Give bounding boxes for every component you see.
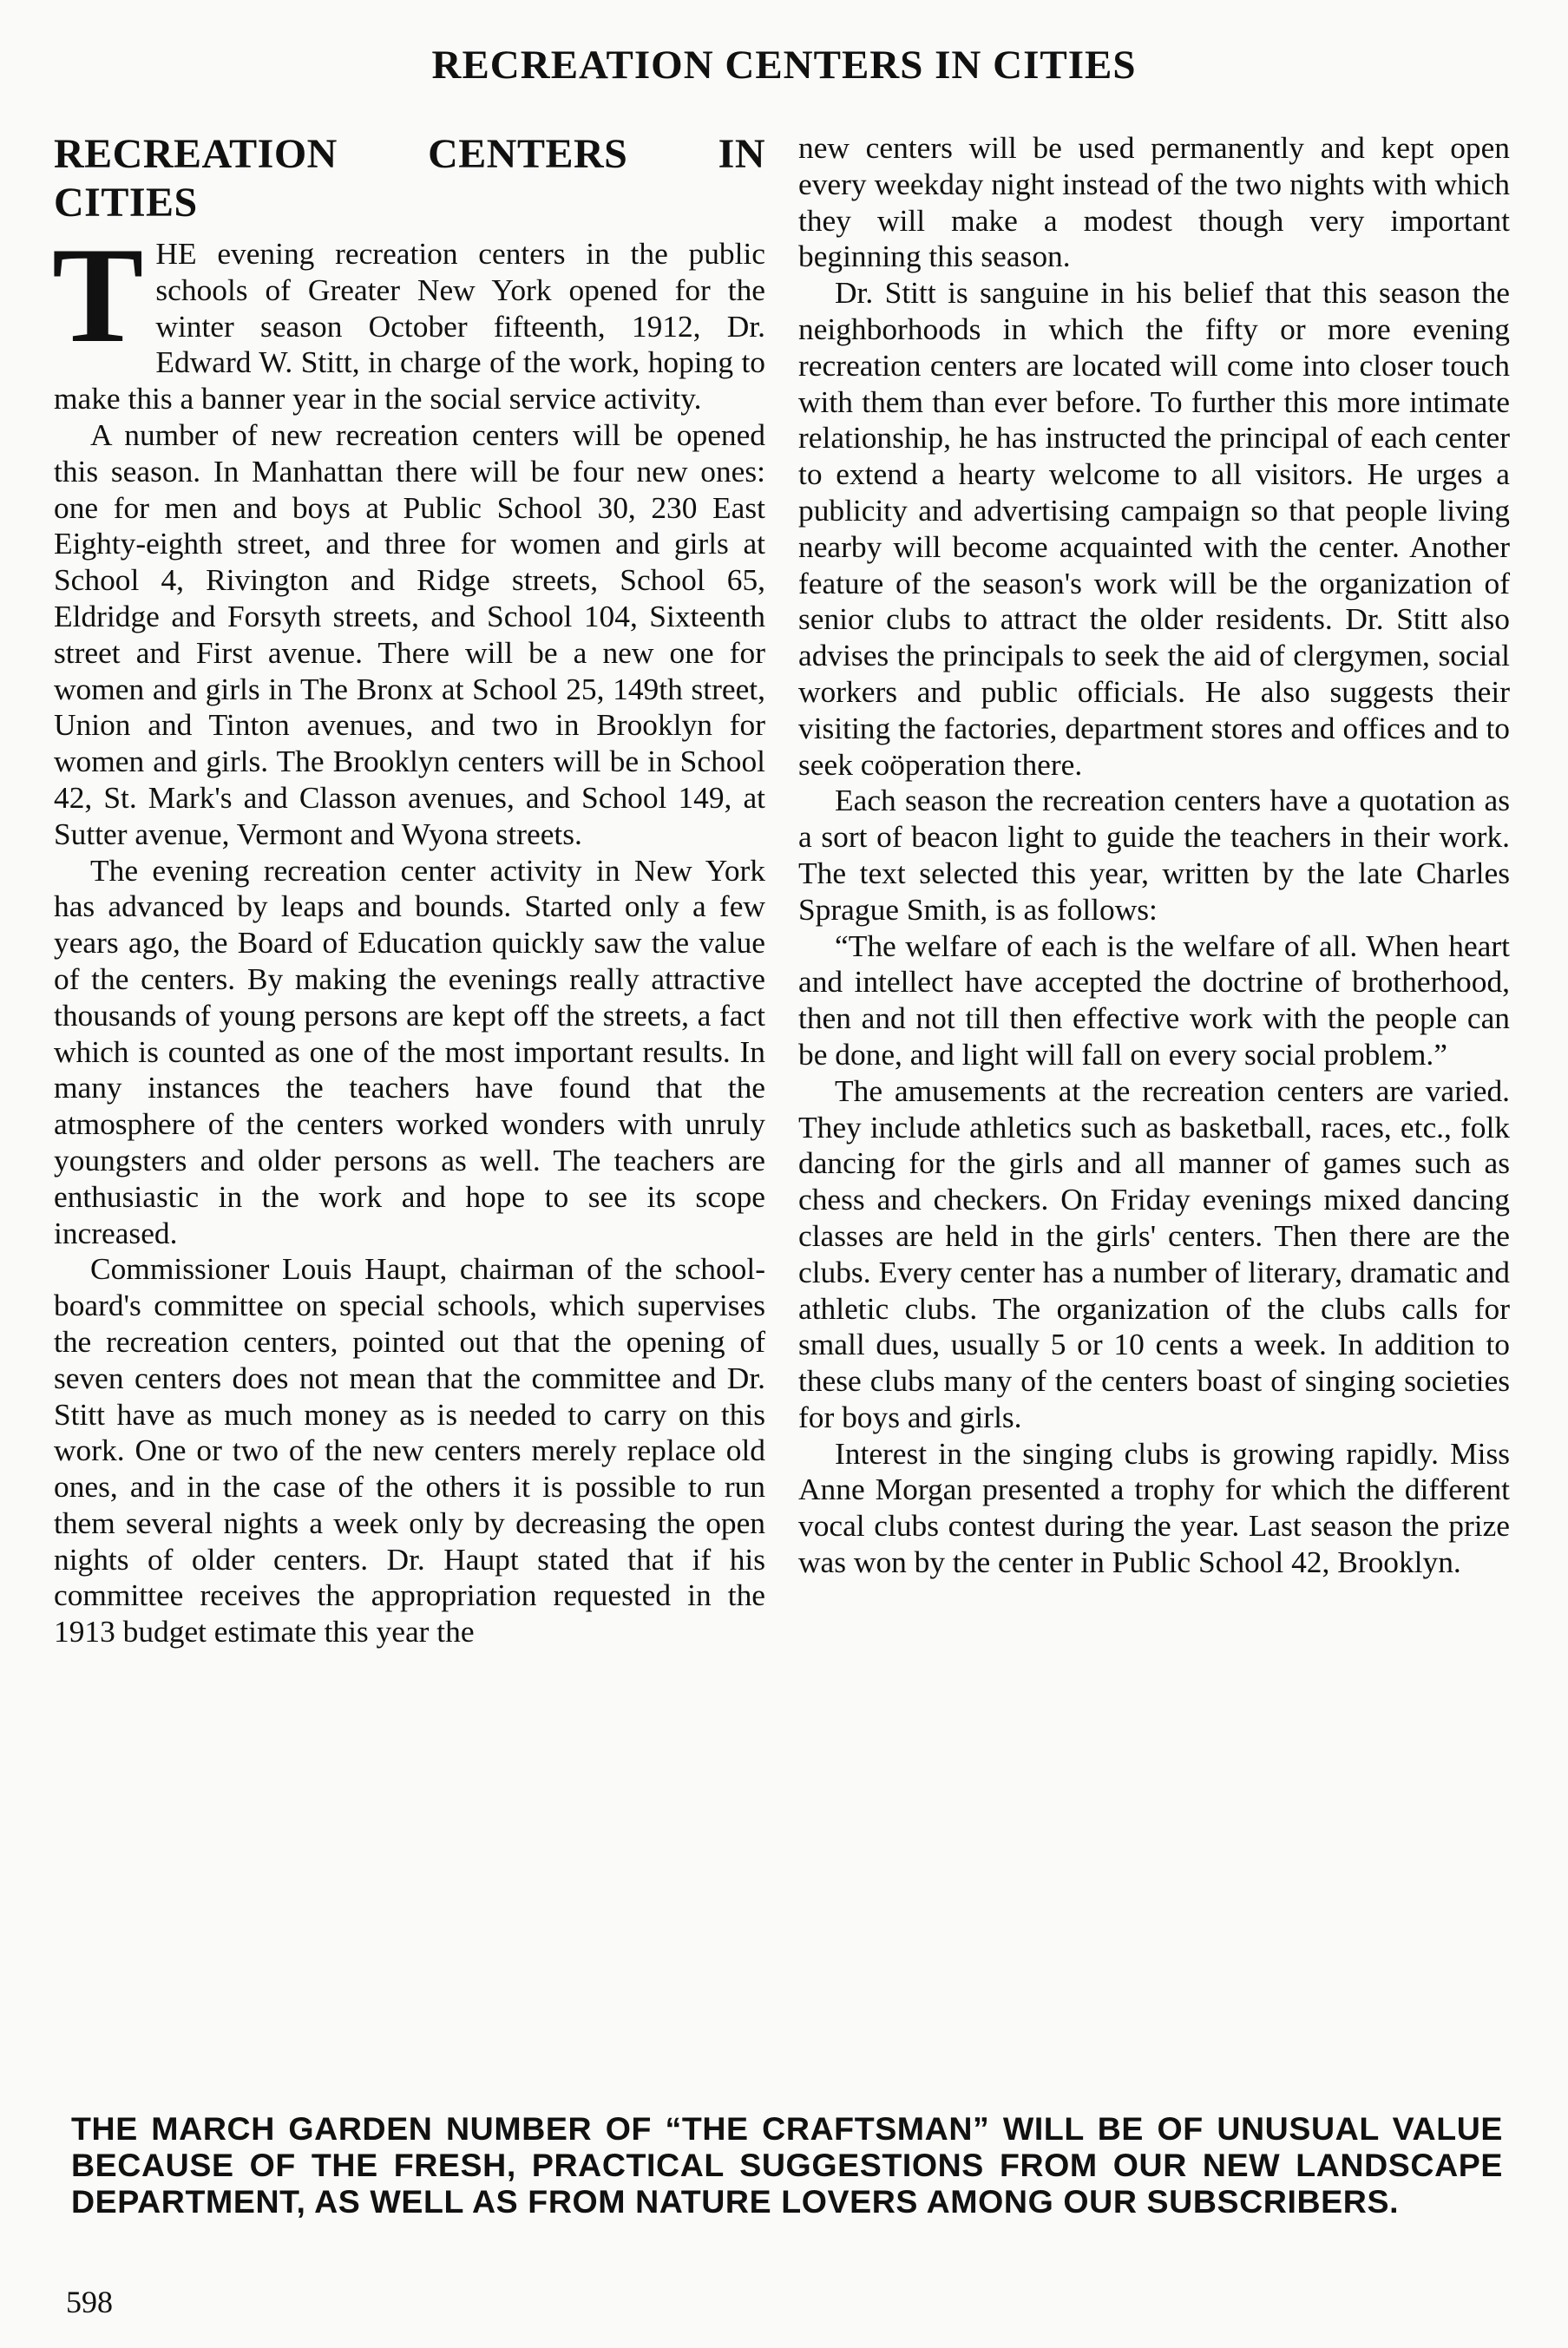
drop-cap: T (52, 220, 144, 371)
right-column (798, 130, 1510, 1581)
article-title-line2: CITIES (54, 180, 198, 226)
paragraph-commissioner-haupt: Commissioner Louis Haupt, chairman of the school-board's committee on special schools, which supervises the recreation centers, pointed out that the opening of seven centers does not mean that the committee and Dr. Stitt have as much money as is needed to carry on this work. One or two of the new centers merely replace old ones, and in the case of the others it is possible to run them several nights a week only by decreasing the open nights of older centers. Dr. Haupt stated that if his committee receives the appropriation requested in the 1913 budget estimate this year the (54, 1251, 765, 1650)
article-title-line1: RECREATION CENTERS IN (54, 131, 765, 177)
paragraph-new-centers: A number of new recreation centers will be opened this season. In Manhattan there will be four new ones: one for men and boys at Public School 30, 230 East Eighty-eighth street, and three for women and girls at School 4, Rivington and Ridge streets, School 65, Eldridge and Forsyth streets, and School 104, Sixteenth street and First avenue. There will be a new one for women and girls in The Bronx at School 25, 149th street, Union and Tinton avenues, and two in Brooklyn for women and girls. The Brooklyn centers will be in School 42, St. Mark's and Classon avenues, and School 149, at Sutter avenue, Vermont and Wyona streets. (54, 416, 765, 851)
paragraph-activity-advanced: The evening recreation center activity in New York has advanced by leaps and bounds. Started only a few years ago, the Board of Education quickly saw the value of the centers. By making the evenings really attractive thousands of young persons are kept off the streets, a fact which is counted as one of the most important results. In many instances the teachers have found that the atmosphere of the centers worked wonders with unruly youngsters and older persons as well. The teachers are enthusiastic in the work and hope to see its scope increased. (54, 852, 765, 1250)
paragraph-amusements: The amusements at the recreation centers are varied. They include athletics such as basketball, races, etc., folk dancing for the girls and all manner of games such as chess and checkers. On Friday evenings mixed dancing classes are held in the girls' centers. Then there are the clubs. Every center has a number of literary, dramatic and athletic clubs. The organization of the clubs calls for small dues, usually 5 or 10 cents a week. In addition to these clubs many of the centers boast of singing societies for boys and girls. (798, 1072, 1510, 1434)
running-head: RECREATION CENTERS IN CITIES (431, 43, 1137, 88)
march-number-notice: THE MARCH GARDEN NUMBER OF “THE CRAFTSMAN” WILL BE OF UNUSUAL VALUE BECAUSE OF THE FRESH, PRACTICAL SUGGESTIONS FROM OUR NEW LANDSCAPE DEPARTMENT, AS WELL AS FROM NATURE LOVERS AMONG OUR SUBSCRIBERS. (71, 2110, 1503, 2220)
paragraph-quotation: “The welfare of each is the welfare of all. When heart and intellect have accepted the doctrine of brotherhood, then and not till then effective work with the people can be done, and light will fall on every social problem.” (798, 928, 1510, 1072)
left-column (54, 130, 765, 1650)
page-number: 598 (66, 2285, 113, 2319)
opening-paragraph-text: HE evening recreation centers in the public schools of Greater New York opened for the winter season October fifteenth, 1912, Dr. Edward W. Stitt, in charge of the work, hoping to make this a banner year in the social service activity. (54, 236, 765, 416)
paragraph-dr-stitt: Dr. Stitt is sanguine in his belief that this season the neighborhoods in which the fifty or more evening recreation centers are located will come into closer touch with them than ever before. To further this more intimate relationship, he has instructed the principal of each center to extend a hearty welcome to all visitors. He urges a publicity and advertising campaign so that people living nearby will become acquainted with the center. Another feature of the season's work will be the organization of senior clubs to attract the older residents. Dr. Stitt also advises the principals to seek the aid of clergymen, social workers and public officials. He also suggests their visiting the factories, department stores and offices and to seek coöperation there. (798, 275, 1510, 782)
article-title (54, 130, 765, 227)
paragraph-continuation: new centers will be used permanently and kept open every weekday night instead of the two nights with which they will make a modest though very important beginning this season. (798, 130, 1510, 274)
opening-paragraph (52, 220, 765, 417)
paragraph-singing-clubs: Interest in the singing clubs is growing rapidly. Miss Anne Morgan presented a trophy for which the different vocal clubs contest during the year. Last season the prize was won by the center in Public School 42, Brooklyn. (798, 1435, 1510, 1580)
paragraph-quotation-intro: Each season the recreation centers have a quotation as a sort of beacon light to guide the teachers in their work. The text selected this year, written by the late Charles Sprague Smith, is as follows: (798, 783, 1510, 927)
